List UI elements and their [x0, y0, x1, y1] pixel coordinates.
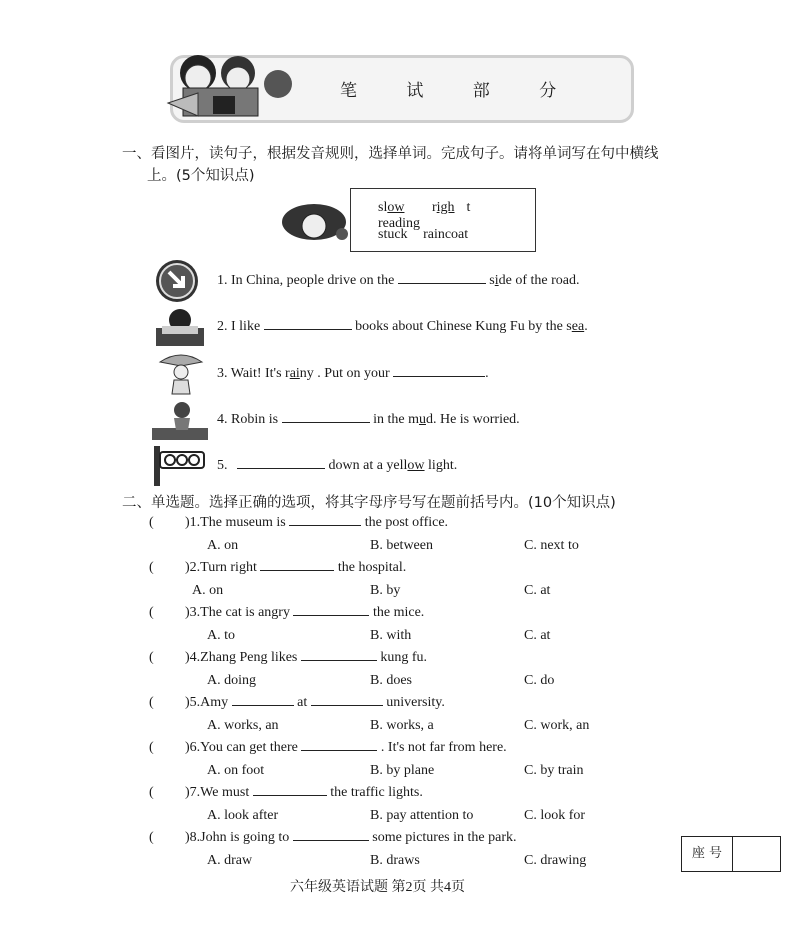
word-right: righ t — [431, 200, 471, 215]
option-b: B. between — [370, 538, 433, 553]
question-stem: )8.John is going to some pictures in the park. — [185, 830, 517, 845]
option-b: B. works, a — [370, 718, 434, 733]
question-blank[interactable] — [253, 794, 327, 796]
option-c: C. drawing — [524, 853, 587, 868]
option-a: A. on — [192, 583, 224, 598]
answer-bracket[interactable]: ( — [149, 650, 154, 665]
option-c: C. at — [524, 583, 551, 598]
word-raincoat: raincoat — [423, 227, 469, 242]
exercise-4: 4. Robin is in the mud. He is worried. — [217, 412, 520, 427]
seat-number-label: 座 号 — [682, 837, 733, 871]
question-blank[interactable] — [311, 704, 383, 706]
seat-number-box — [681, 836, 781, 872]
question-blank[interactable] — [260, 569, 334, 571]
word-reading: reading — [378, 216, 420, 231]
raincoat-child-icon — [154, 350, 208, 398]
answer-blank-5[interactable] — [237, 467, 325, 469]
option-b: B. pay attention to — [370, 808, 474, 823]
answer-bracket[interactable]: ( — [149, 740, 154, 755]
option-a: A. on — [207, 538, 239, 553]
option-c: C. next to — [524, 538, 579, 553]
question-stem: )2.Turn right the hospital. — [185, 560, 407, 575]
answer-bracket[interactable]: ( — [149, 785, 154, 800]
reading-child-icon — [152, 306, 208, 348]
question-stem: )4.Zhang Peng likes kung fu. — [185, 650, 428, 665]
exercise-1: 1. In China, people drive on the side of the road. — [217, 273, 580, 288]
answer-bracket[interactable]: ( — [149, 560, 154, 575]
question-blank[interactable] — [293, 839, 369, 841]
option-a: A. to — [207, 628, 235, 643]
question-blank[interactable] — [301, 749, 377, 751]
question-blank[interactable] — [232, 704, 294, 706]
option-c: C. by train — [524, 763, 584, 778]
page-footer: 六年级英语试题 第2页 共4页 — [290, 880, 465, 895]
answer-bracket[interactable]: ( — [149, 515, 154, 530]
traffic-light-icon — [152, 444, 208, 488]
exercise-3: 3. Wait! It's rainy . Put on your . — [217, 366, 489, 381]
question-stem: )1.The museum is the post office. — [185, 515, 449, 530]
section1-heading-line2: 上。(5个知识点) — [147, 168, 255, 184]
answer-blank-3[interactable] — [393, 375, 485, 377]
word-slow: slow — [378, 200, 405, 215]
option-c: C. do — [524, 673, 555, 688]
option-b: B. by — [370, 583, 401, 598]
question-stem: )6.You can get there . It's not far from here. — [185, 740, 507, 755]
question-blank[interactable] — [301, 659, 377, 661]
option-b: B. draws — [370, 853, 420, 868]
section2-heading: 二、单选题。选择正确的选项，将其字母序号写在题前括号内。(10个知识点) — [122, 495, 616, 511]
answer-blank-4[interactable] — [282, 421, 370, 423]
section1-heading-line1: 一、看图片，读句子，根据发音规则，选择单词。完成句子。请将单词写在句中横线 — [122, 146, 659, 162]
answer-bracket[interactable]: ( — [149, 695, 154, 710]
option-b: B. by plane — [370, 763, 435, 778]
answer-blank-2[interactable] — [264, 328, 352, 330]
stuck-in-mud-icon — [152, 398, 208, 442]
answer-blank-1[interactable] — [398, 282, 486, 284]
word-stuck: stuck — [378, 227, 408, 242]
option-b: B. does — [370, 673, 412, 688]
word-bank — [350, 188, 536, 252]
question-stem: )7.We must the traffic lights. — [185, 785, 423, 800]
question-blank[interactable] — [293, 614, 369, 616]
question-stem: )5.Amy at university. — [185, 695, 445, 710]
option-a: A. on foot — [207, 763, 265, 778]
answer-bracket[interactable]: ( — [149, 605, 154, 620]
turn-right-sign-icon — [153, 258, 201, 304]
seat-number-field[interactable] — [734, 837, 780, 871]
exercise-5: 5. down at a yellow light. — [217, 458, 458, 473]
option-a: A. works, an — [207, 718, 279, 733]
option-a: A. draw — [207, 853, 253, 868]
answer-bracket[interactable]: ( — [149, 830, 154, 845]
children-illustration — [158, 48, 308, 120]
question-stem: )3.The cat is angry the mice. — [185, 605, 425, 620]
exercise-2: 2. I like books about Chinese Kung Fu by the sea. — [217, 319, 588, 334]
option-a: A. doing — [207, 673, 256, 688]
page-title: 笔 试 部 分 — [340, 81, 579, 101]
option-c: C. work, an — [524, 718, 590, 733]
option-c: C. look for — [524, 808, 586, 823]
option-c: C. at — [524, 628, 551, 643]
option-a: A. look after — [207, 808, 279, 823]
question-blank[interactable] — [289, 524, 361, 526]
option-b: B. with — [370, 628, 412, 643]
girl-illustration — [276, 198, 352, 248]
